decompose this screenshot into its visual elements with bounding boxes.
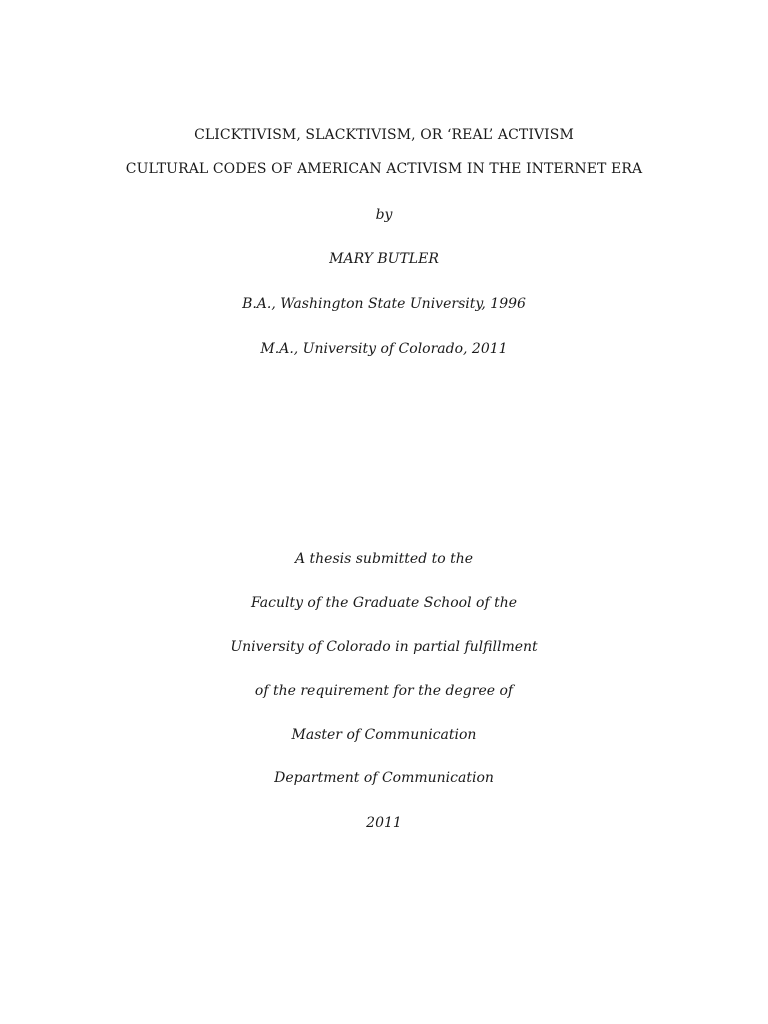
department-name: Department of Communication <box>274 770 494 786</box>
submission-line-2: Faculty of the Graduate School of the <box>251 595 517 611</box>
by-label: by <box>375 207 393 223</box>
degree-name: Master of Communication <box>291 727 477 743</box>
thesis-year: 2011 <box>366 815 402 831</box>
submission-line-4: of the requirement for the degree of <box>254 683 514 699</box>
title-line-1: CLICKTIVISM, SLACKTIVISM, OR ‘REAL’ ACTIVISM <box>194 127 574 143</box>
title-line-2: CULTURAL CODES OF AMERICAN ACTIVISM IN THE INTERNET ERA <box>125 161 643 177</box>
author-name: MARY BUTLER <box>329 251 439 267</box>
submission-line-1: A thesis submitted to the <box>294 551 474 567</box>
degree-ma: M.A., University of Colorado, 2011 <box>260 341 508 357</box>
submission-line-3: University of Colorado in partial fulfillment <box>230 639 538 655</box>
degree-ba: B.A., Washington State University, 1996 <box>242 296 526 312</box>
